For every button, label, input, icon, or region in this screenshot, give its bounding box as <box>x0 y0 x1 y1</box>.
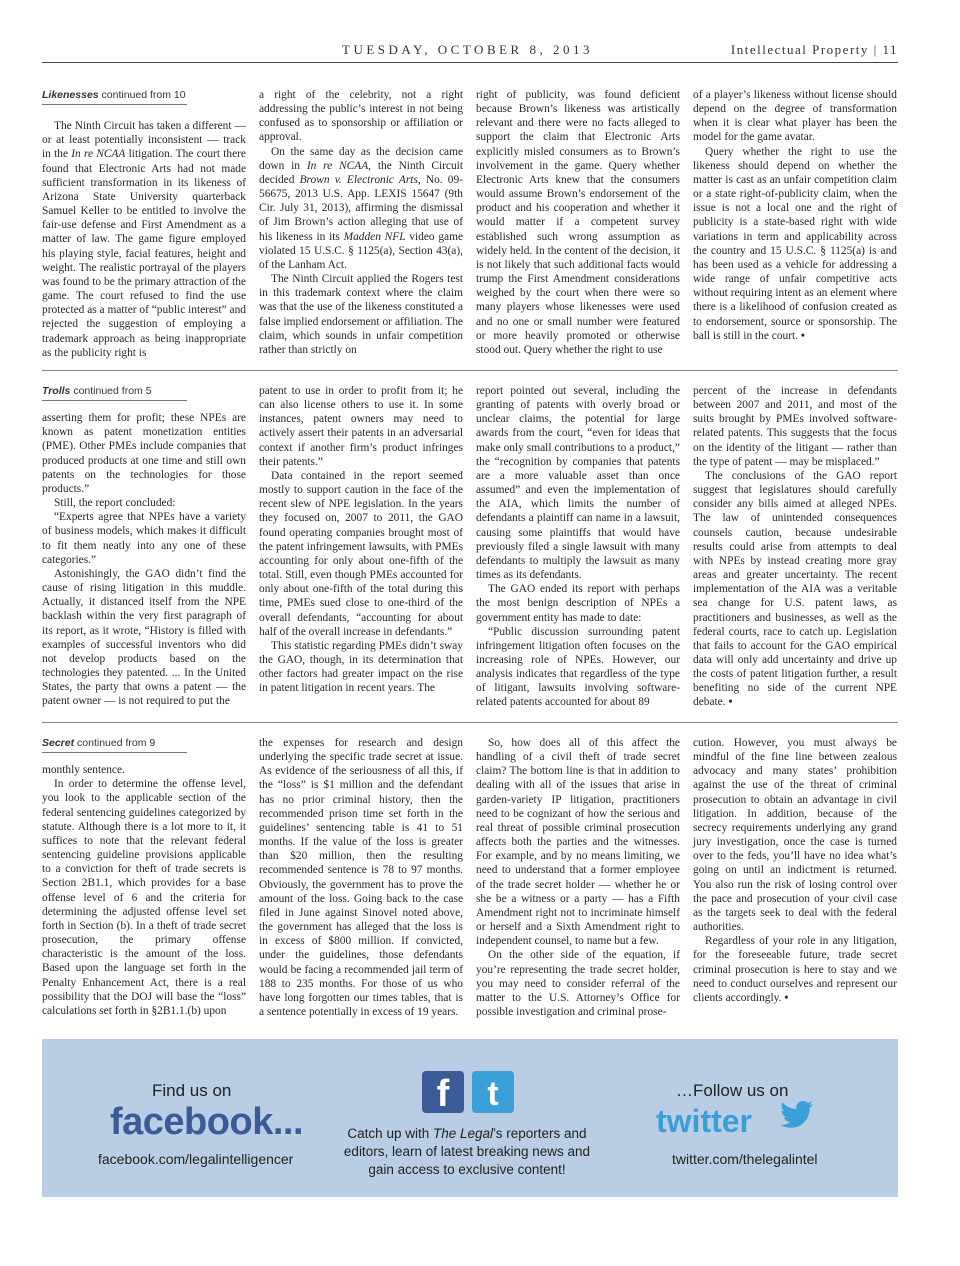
paragraph: So, how does all of this affect the handling of a civil theft of trade secret claim? The bottom line is that in addition to dealing with all of the issues that arise in garden-variety IP litigation, practitioners need to be cognizant of how the serious and real threat of possible criminal prosecution affects both the parties and the witnesses. For example, and by no means limiting, we need to understand that a former employee of the trade secret holder — whether he or she be a witness or a party — has a Fifth Amendment right not to incriminate himself or herself and a Sixth Amendment right to independent counsel, to name but a few. <box>476 737 680 948</box>
paragraph: The Ninth Circuit applied the Rogers test in this trademark context where the claim was that the use of the likeness constituted a false implied endorsement or affiliation. The claim, which sounds in unfair competition rather than strictly on <box>259 273 463 356</box>
jump-text: continued from 9 <box>77 737 156 749</box>
paragraph: report pointed out several, including the granting of patents with overly broad or unclear claims, the potential for large awards from the court, “even for ideas that make only small contributions to a product,” the “recognition by companies that patents are a more valuable asset than once assumed” and even the implementation of the AIA, which limits the number of defendants a plaintiff can name in a lawsuit, causing some plaintiffs that would have previously filed a single lawsuit with many defendants to multiply the lawsuit as many times as its defendants. <box>476 385 680 582</box>
text-run: The Ninth Circuit has taken a different — or at least potentially inconsistent — track in the <box>42 120 246 161</box>
find-us-label: Find us on <box>152 1081 232 1100</box>
paragraph: This statistic regarding PMEs didn’t sway the GAO, though, in its determination that other factors had greater impact on the rise in patent litigation in recent years. The <box>259 639 463 695</box>
paragraph <box>259 145 463 272</box>
likenesses-column-2 <box>259 88 463 357</box>
paragraph: On the other side of the equation, if you’re representing the trade secret holder, you may need to consider referral of the matter to the U.S. Attorney’s Office for possible investigation and criminal prose- <box>476 949 680 1018</box>
paragraph: Data contained in the report seemed mostly to support caution in the face of the recent slew of NPE legislation. In the years they focused on, 2007 to 2011, the GAO found operating companies brought most of the patent infringement lawsuits, with PMEs accounting for only about one-fifth of the total. Still, even though PMEs accounted for only about one-fifth of the total during this time, PMEs sued close to one-third of the overall defendants, “accounting for about half of the overall increase in defendants.” <box>259 469 463 638</box>
text-run: The conclusions of the GAO report suggest that legislatures should carefully consider any bills aimed at alleged NPEs. The law of unintended consequences counsels caution, because undesirable results could arise from attempts to deal with NPEs by instead creating more gray areas and greater uncertainty. The recent implementation of the AIA was a veritable sea change for U.S. patent laws, as practitioners and businesses, as well as the federal courts, race to catch up. Legislation that fails to account for the GAO empirical data will only add uncertainty and drive up the costs of patent litigation further, a result benefiting no side of the current NPE debate. <box>693 469 897 709</box>
secret-column-4 <box>693 736 897 1005</box>
article-divider <box>42 722 898 723</box>
likenesses-column-4 <box>693 88 897 343</box>
secret-column-1 <box>42 736 246 1018</box>
paragraph <box>693 469 897 710</box>
twitter-bird-icon <box>780 1101 814 1137</box>
jump-title: Secret <box>42 737 75 749</box>
issue-date: TUESDAY, OCTOBER 8, 2013 <box>342 42 593 57</box>
jump-title: Likenesses <box>42 89 99 101</box>
text-run: ’s reporters and editors, learn of latest breaking news and gain access to exclusive content! <box>343 1126 591 1177</box>
paragraph: asserting them for profit; these NPEs are known as patent monetization entities (PME). Other PMEs include companies that produced products at one time and still own patents on the technologies for those products.” <box>42 412 246 495</box>
paragraph: “Public discussion surrounding patent infringement litigation often focuses on the increasing role of NPEs. However, our analysis indicates that regardless of the type of litigant, lawsuits involving software-related patents accounted for about 89 <box>476 625 680 709</box>
twitter-link[interactable]: twitter.com/thelegalintel <box>672 1151 818 1167</box>
paragraph: cution. However, you must always be mindful of the fine line between zealous advocacy and many states’ prohibition against the use of the threat of criminal prosecution to obtain an advantage in civil litigation. In addition, because of the secrecy requirements underlying any grand jury investigation, once the case is turned over to the feds, you’ll have no idea what’s going on until an indictment is returned. You also run the risk of losing control over the pace and prosecution of your civil case as the targets seek to deal with the federal authorities. <box>693 737 897 934</box>
section-title: Intellectual Property | 11 <box>730 42 898 57</box>
jump-text: continued from 10 <box>101 89 186 101</box>
social-icons <box>422 1071 518 1115</box>
paragraph <box>42 119 246 360</box>
paragraph: patent to use in order to profit from it; he can also license others to use it. In some instances, patent owners may need to actively assert their patents in an adversarial context if another firm’s product infringes their patents.” <box>259 385 463 468</box>
jump-text: continued from 5 <box>73 385 152 397</box>
paragraph: of a player’s likeness without license should depend on the degree of transformation when it is clear what player has been the model for the game avatar. <box>693 89 897 144</box>
paragraph: percent of the increase in defendants between 2007 and 2011, and most of the suits brought by PMEs involved software-related patents. This suggests that the focus on the identity of the litigant — rather than the type of patent — may be misplaced.” <box>693 385 897 468</box>
secret-column-2 <box>259 736 463 1019</box>
case-name: In re NCAA <box>306 159 369 172</box>
trolls-column-1 <box>42 384 246 708</box>
facebook-wordmark: facebook... <box>110 1101 303 1143</box>
follow-us-label: …Follow us on <box>676 1081 789 1100</box>
twitter-wordmark: twitter <box>656 1103 752 1139</box>
paragraph: monthly sentence. <box>42 764 125 777</box>
paragraph <box>693 934 897 1005</box>
paragraph: In order to determine the offense level, you look to the applicable section of the federal sentencing guidelines categorized by statute. Although there is a lot more to it, it suffices to note that the relevant federal sentencing guideline provisions applicable to a conviction for theft of trade secrets is Section 2B1.1, which provides for a base offense level of 6 and the criteria for determining the adjusted offense level set forth in Section (b). In a theft of trade secret prosecution, the primary offense characteristic is the amount of the loss. Based upon the language set forth in the Penalty Enhancement Act, there is a real possibility that the DOJ will base the “loss” calculations set forth in §2B1.1.(b) upon <box>42 778 246 1017</box>
paragraph: Astonishingly, the GAO didn’t find the cause of rising litigation in this muddle. Actually, it distanced itself from the NPE backlash within the very first paragraph of its report, as it wrote, “History is filled with examples of successful inventors who did not develop products based on the technologies they patented. ... In the United States, the party that owns a patent — the patent owner — is not required to put the <box>42 567 246 708</box>
end-mark: • <box>728 696 733 709</box>
text-run: , the Ninth Circuit decided <box>259 159 463 186</box>
paragraph: the expenses for research and design underlying the specific trade secret at issue. As evidence of the seriousness of all this, if the “loss” is $1 million and the defendant has no prior criminal history, then the recommended prison time set forth in the guidelines’ sentencing table is 41 to 51 months. If the value of the loss is greater than $20 million, then the resulting recommended sentence is 78 to 97 months. Obviously, the government has to prove the amount of the loss. Going back to the case filed in June against Sinovel noted above, the government has alleged that the loss is in excess of $800 million. If convicted, under the guidelines, those defendants would be facing a recommended jail term of 188 to 235 months. For those of us who have long forgotten our times tables, that is a sentence potentially in excess of 19 years. <box>259 737 463 1018</box>
paragraph: a right of the celebrity, not a right addressing the public’s interest in not being confused as to sponsorship or affiliation or approval. <box>259 89 463 144</box>
facebook-icon[interactable]: f <box>422 1071 464 1113</box>
likenesses-column-3 <box>476 88 680 357</box>
twitter-icon[interactable]: t <box>472 1071 514 1113</box>
text-run: video game violated 15 U.S.C. § 1125(a), Section 43(a), of the Lanham Act. <box>259 230 463 271</box>
secret-jump-line <box>42 736 187 753</box>
paragraph <box>693 145 897 343</box>
paper-name: The Legal <box>432 1126 494 1141</box>
trolls-column-3 <box>476 384 680 710</box>
article-divider <box>42 370 898 371</box>
secret-column-3 <box>476 736 680 1019</box>
page-header <box>42 38 898 63</box>
text-run: litigation. The court there found that Electronic Arts had not made sufficient transformation in its likeness of Arizona State University quarterback Samuel Keller to be entitled to involve the fair-use defense and First Amendment as a matter of law. The game figure employed his playing style, facial features, height and weight. The realistic portrayal of the players was found to be the primary attraction of the game. The court refused to find the use protected as a matter of “public interest” and rejected the suggestion of employing a trademark approach as being inappropriate as the publicity right is <box>42 148 246 359</box>
paragraph: The GAO ended its report with perhaps the most benign description of NPEs a government entity has made to date: <box>476 583 680 624</box>
paragraph: right of publicity, was found deficient because Brown’s likeness was artistically relevant and there were no facts alleged to support the claim that Electronic Arts explicitly misled consumers as to Brown’s involvement in the game. Query whether Electronic Arts knew that the consumers would assume Brown’s endorsement of the product and his cooperation and whether it would matter if a competent survey established such wrong assumption as widely held. In the content of the decision, it is not likely that such additional facts would trump the First Amendment considerations weighed by the court when there were so many players whose likenesses were used and no one or small number were featured or more heavily promoted or otherwise stood out. Query whether the right to use <box>476 89 680 356</box>
likenesses-jump-line <box>42 88 187 105</box>
text-run: Regardless of your role in any litigation, for the foreseeable future, trade secret criminal prosecution is here to stay and we need to conduct ourselves and represent our clients accordingly. <box>693 935 897 1004</box>
promo-message <box>332 1125 602 1179</box>
case-name: Brown v. Electronic Arts <box>299 173 418 186</box>
facebook-link[interactable]: facebook.com/legalintelligencer <box>98 1151 294 1167</box>
social-media-banner <box>42 1039 898 1197</box>
paragraph: “Experts agree that NPEs have a variety of business models, which makes it difficult to fit them neatly into any one of these categories.” <box>42 511 246 566</box>
paragraph: Still, the report concluded: <box>54 497 176 510</box>
text-run: Query whether the right to use the likeness should depend on whether the matter is cast as an unfair competition claim or a state right-of-publicity claim, when the issue is not a local one and the right of publicity is a state-based right with wide variations in term and applicability across the country and 15 U.S.C. § 1125(a) is and has been used as a vehicle for addressing a wide range of unfair competitive acts without requiring intent as an element where there is a likelihood of confusion created as to endorsement, source or sponsorship. The ball is still in the court. <box>693 145 897 342</box>
game-title: Madden NFL <box>343 230 406 243</box>
text-run: , No. 09-56675, 2013 U.S. App. LEXIS 15647 (9th Cir. July 31, 2013), affirming the dismissal of Jim Brown’s action alleging that use of his likeness in its <box>259 173 463 243</box>
case-name: In re NCAA <box>71 148 126 161</box>
text-run: Catch up with <box>347 1126 433 1141</box>
trolls-column-2 <box>259 384 463 695</box>
end-mark: • <box>800 329 805 342</box>
trolls-jump-line <box>42 384 187 401</box>
trolls-column-4 <box>693 384 897 710</box>
text-run: On the same day as the decision came down in <box>259 145 463 172</box>
end-mark: • <box>784 991 789 1004</box>
likenesses-column-1 <box>42 88 246 360</box>
jump-title: Trolls <box>42 385 71 397</box>
